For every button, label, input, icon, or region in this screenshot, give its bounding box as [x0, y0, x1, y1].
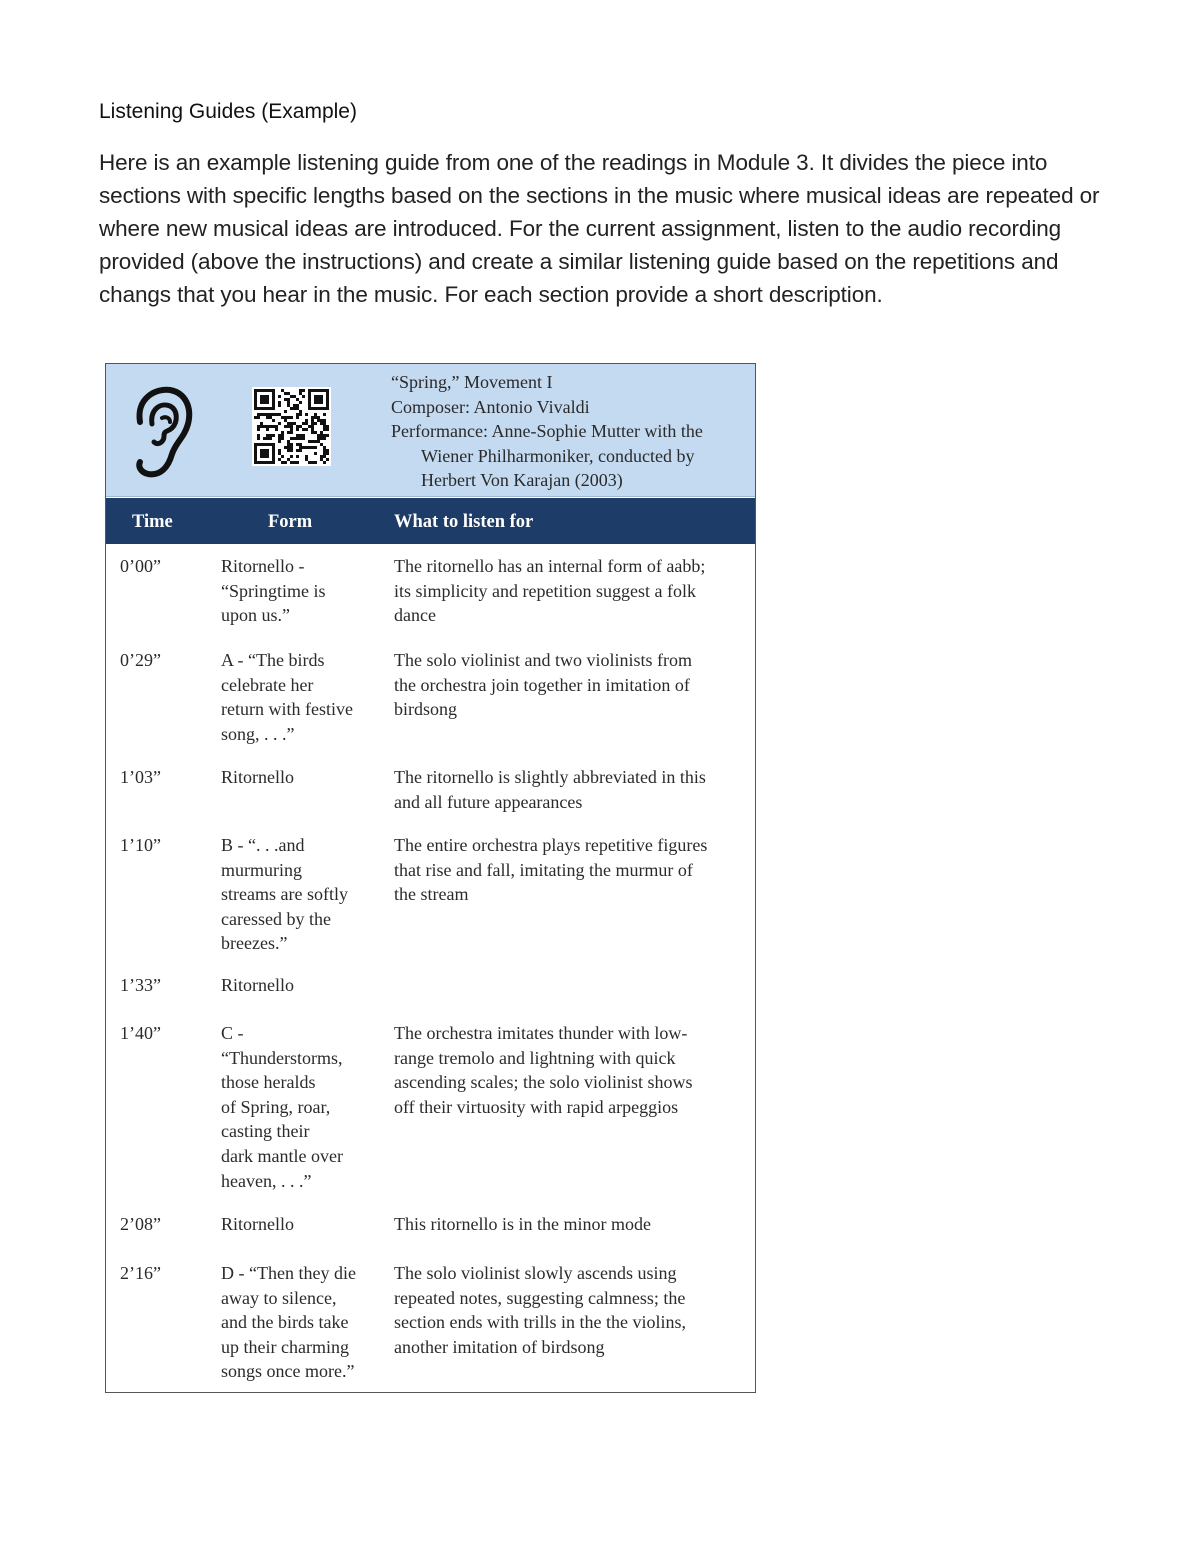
form-line: Ritornello [221, 975, 294, 995]
row-time: 2’16” [120, 1263, 161, 1283]
listen-line: off their virtuosity with rapid arpeggios [394, 1096, 679, 1117]
listen-line: that rise and fall, imitating the murmur of [394, 859, 693, 880]
form-line: breezes.” [221, 933, 288, 954]
form-line: C - [221, 1023, 244, 1043]
row-time: 1’33” [120, 975, 161, 995]
listen-line: range tremolo and lightning with quick [394, 1047, 676, 1068]
form-line: up their charming [221, 1336, 349, 1357]
listen-line: ascending scales; the solo violinist shows [394, 1072, 693, 1093]
row-time: 0’29” [120, 650, 161, 670]
listen-line: the stream [394, 884, 469, 905]
row-form [221, 648, 381, 746]
work-title: “Spring,” Movement I [391, 372, 553, 392]
listen-line: birdsong [394, 699, 457, 720]
guide-header [106, 364, 755, 497]
performance: Performance: Anne-Sophie Mutter with the [391, 421, 703, 442]
form-line: celebrate her [221, 674, 314, 695]
column-header-bar [106, 498, 755, 544]
form-line: song, . . .” [221, 723, 295, 744]
form-line: of Spring, roar, [221, 1096, 331, 1117]
listen-line: its simplicity and repetition suggest a folk [394, 580, 696, 601]
row-time: 0’00” [120, 556, 161, 576]
listen-line: This ritornello is in the minor mode [394, 1214, 651, 1234]
row-form [221, 973, 381, 998]
row-listen [394, 765, 749, 814]
listen-line: The solo violinist and two violinists from [394, 650, 692, 670]
listen-line: the orchestra join together in imitation of [394, 674, 690, 695]
form-line: those heralds [221, 1072, 316, 1093]
form-line: streams are softly [221, 884, 348, 905]
row-time: 1’40” [120, 1023, 161, 1043]
form-line: A - “The birds [221, 650, 325, 670]
row-listen [394, 1212, 749, 1237]
form-line: murmuring [221, 859, 302, 880]
listen-line: The entire orchestra plays repetitive figures [394, 835, 708, 855]
listen-line: The ritornello has an internal form of aabb; [394, 556, 706, 576]
form-line: away to silence, [221, 1287, 337, 1308]
listen-line: section ends with trills in the the violins, [394, 1312, 686, 1333]
listen-line: dance [394, 605, 436, 626]
listen-line: The ritornello is slightly abbreviated in this [394, 767, 706, 787]
row-listen [394, 648, 749, 722]
row-form [221, 554, 381, 628]
form-line: heaven, . . .” [221, 1170, 312, 1191]
row-listen [394, 1021, 749, 1119]
row-form [221, 1212, 381, 1237]
column-header-listen: What to listen for [394, 512, 534, 532]
row-time: 2’08” [120, 1214, 161, 1234]
row-time: 1’10” [120, 835, 161, 855]
row-time: 1’03” [120, 767, 161, 787]
row-listen [394, 833, 749, 907]
page-title: Listening Guides (Example) [99, 100, 357, 123]
column-header-form: Form [268, 512, 313, 532]
form-line: Ritornello [221, 1214, 294, 1234]
row-listen [394, 554, 749, 628]
listen-line: and all future appearances [394, 791, 583, 812]
qr-code-icon [252, 387, 331, 466]
listening-guide [105, 363, 756, 1393]
listen-line: another imitation of birdsong [394, 1336, 605, 1357]
form-line: return with festive [221, 699, 353, 720]
form-line: D - “Then they die [221, 1263, 356, 1283]
form-line: Ritornello [221, 767, 294, 787]
form-line: dark mantle over [221, 1145, 343, 1166]
row-form [221, 765, 381, 790]
listen-line: The solo violinist slowly ascends using [394, 1263, 677, 1283]
composer: Composer: Antonio Vivaldi [391, 396, 590, 417]
row-listen [394, 1261, 749, 1359]
form-line: songs once more.” [221, 1361, 355, 1382]
form-line: “Springtime is [221, 580, 326, 601]
form-line: casting their [221, 1121, 310, 1142]
form-line: caressed by the [221, 908, 331, 929]
form-line: and the birds take [221, 1312, 349, 1333]
listen-line: repeated notes, suggesting calmness; the [394, 1287, 686, 1308]
row-form [221, 1261, 381, 1384]
form-line: “Thunderstorms, [221, 1047, 343, 1068]
listen-line: The orchestra imitates thunder with low- [394, 1023, 688, 1043]
ear-icon [126, 384, 196, 480]
piece-info [391, 370, 751, 493]
row-form [221, 1021, 381, 1193]
intro-paragraph: Here is an example listening guide from one of the readings in Module 3. It divides the piece into sections with specific lengths based on the sections in the music where musical ideas are repeated or where new musical ideas are introduced. For the current assignment, listen to the audio recording provided (above the instructions) and create a similar listening guide based on the repetitions and changs that you hear in the music. For each section provide a short description. [99, 150, 1100, 307]
column-header-time: Time [132, 512, 173, 532]
form-line: Ritornello - [221, 556, 305, 576]
form-line: B - “. . .and [221, 835, 305, 855]
performance: Herbert Von Karajan (2003) [421, 470, 623, 491]
form-line: upon us.” [221, 605, 290, 626]
row-form [221, 833, 381, 956]
performance: Wiener Philharmoniker, conducted by [421, 445, 695, 466]
